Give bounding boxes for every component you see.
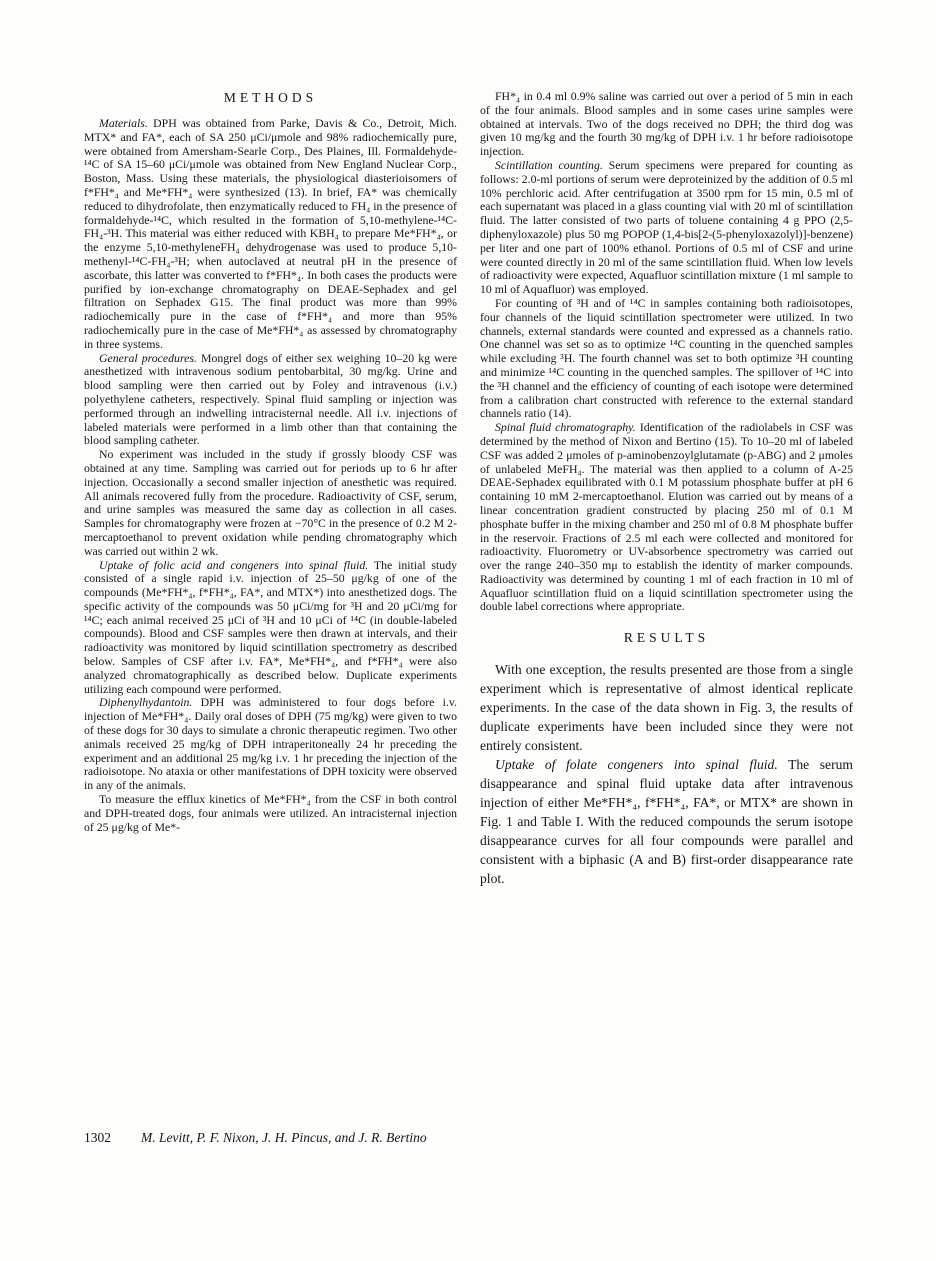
paragraph-lead: General procedures. xyxy=(99,350,197,365)
paragraph-results-intro xyxy=(480,660,853,755)
paragraph-text: With one exception, the results presented are those from a single experiment which is representative of almost identical replicate experiments. In the case of the data shown in Fig. 3, the results of duplicate experiments have been included since they were not entirely consistent. xyxy=(480,662,853,754)
paragraph-general-procedures xyxy=(84,352,457,449)
page-footer xyxy=(84,1130,852,1146)
paragraph-text: The serum disappearance and spinal fluid uptake data after intravenous injection of either Me*FH*₄, f*FH*₄, FA*, or MTX* are shown in Fig. 1 and Table I. With the reduced compounds the serum isotope disappearance curves for all four compounds were parallel and consistent with a biphasic (A and B) first-order disappearance rate plot. xyxy=(480,757,853,887)
paragraph-scintillation-counting xyxy=(480,159,853,297)
running-authors: M. Levitt, P. F. Nixon, J. H. Pincus, and J. R. Bertino xyxy=(141,1130,427,1145)
paragraph-continuation xyxy=(480,90,853,159)
methods-heading: METHODS xyxy=(223,90,318,105)
paragraph-diphenylhydantoin xyxy=(84,696,457,793)
paragraph-uptake-folate-congeners xyxy=(480,755,853,888)
paragraph-lead: Diphenylhydantoin. xyxy=(99,695,193,710)
paragraph-lead: Uptake of folic acid and congeners into spinal fluid. xyxy=(99,557,369,572)
paragraph-text: To measure the efflux kinetics of Me*FH*₄ from the CSF in both control and DPH-treated dogs, four animals were utilized. An intracisternal injection of 25 μg/kg of Me*- xyxy=(84,792,457,834)
paragraph-lead: Materials. xyxy=(99,116,148,130)
paragraph-dual-isotope-counting xyxy=(480,297,853,421)
paragraph-text: Identification of the radiolabels in CSF was determined by the method of Nixon and Bertino (15). To 10–20 ml of labeled CSF was added 2 μmoles of p-aminobenzoylglutamate (p-ABG) and 2 μmoles of unlabeled MeFH₄. The material was then applied to a column of A-25 DEAE-Sephadex equilibrated with 0.1 M potassium phosphate buffer at pH 6 containing 10 mM 2-mercaptoethanol. Elution was carried out by means of a linear concentration gradient constructed by placing 250 ml of 0.1 M phosphate buffer in the mixing chamber and 250 ml of 0.8 M phosphate buffer in the reservoir. Fractions of 2.5 ml each were collected and monitored for radioactivity. Fluorometry or UV-absorbence spectrometry was carried out over the range 240–350 mμ to establish the identity of marker compounds. Radioactivity was determined by counting 1 ml of each fraction in 10 ml of Aquafluor scintillation fluid on a liquid scintillation spectrometer using the double label corrections where appropriate. xyxy=(480,420,853,614)
paragraph-text: Serum specimens were prepared for counting as follows: 2.0-ml portions of serum were deproteinized by the addition of 0.5 ml 10% perchloric acid. After centrifugation at 3500 rpm for 15 min, 0.5 ml of each supernatant was placed in a glass counting vial with 20 ml of scintillation fluid. The latter consisted of two parts of toluene containing 4 g PPO (2,5-diphenyloxazole) plus 50 mg POPOP (1,4-bis[2-(5-phenyloxazolyl)]-benzene) per liter and one part of 100% ethanol. Portions of 0.5 ml of CSF and urine were counted directly in 20 ml of the same scintillation fluid. When low levels of radioactivity were expected, Aquafluor scintillation mixture (1 ml sample to 10 ml of Aquafluor) was employed. xyxy=(480,157,853,297)
paragraph-text: No experiment was included in the study if grossly bloody CSF was obtained at any time. Sampling was carried out for periods up to 6 hr after injection. Occasionally a second smaller injection of anesthetic was required. All animals recovered fully from the procedure. Radioactivity of CSF, serum, and urine samples was measured the same day as collection in all cases. Samples for chromatography were frozen at −70°C in the presence of 0.2 M 2-mercaptoethanol to prevent oxidation while pending chromatography which was carried out within 2 wk. xyxy=(84,447,457,558)
left-column xyxy=(84,90,457,888)
paragraph-text: DPH was administered to four dogs before i.v. injection of Me*FH*₄. Daily oral doses of DPH (75 mg/kg) were given to two of these dogs for 30 days to simulate a chronic therapeutic regimen. Two other animals received 25 mg/kg of DPH intraperitoneally 24 hr preceding the experiment and an additional 25 mg/kg i.v. 1 hr preceding the injection of the radioisotope. No ataxia or other manifestations of DPH toxicity were observed in any of the animals. xyxy=(84,695,457,793)
paragraph-uptake-folic-acid xyxy=(84,559,457,697)
paragraph-text: The initial study consisted of a single rapid i.v. injection of 25–50 μg/kg of one of the compounds (Me*FH*₄, f*FH*₄, FA*, and MTX*) into anesthetized dogs. The specific activity of the compounds was 50 μCi/mg for ³H and 20 μCi/mg for ¹⁴C; each animal received 25 μCi of ³H and 10 μCi of ¹⁴C (in double-labeled compounds). Blood and CSF samples were then drawn at intervals, and their radioactivity was monitored by liquid scintillation spectrometry as described below. Samples of CSF after i.v. FA*, Me*FH*₄, and f*FH*₄ were also analyzed chromatographically as described below. Duplicate experiments utilizing each compound were performed. xyxy=(84,557,457,696)
paragraph-lead: Uptake of folate congeners into spinal fluid. xyxy=(495,757,778,773)
paragraph-lead: Scintillation counting. xyxy=(495,157,603,172)
paragraph-text: FH*₄ in 0.4 ml 0.9% saline was carried out over a period of 5 min in each of the four animals. Blood samples and in some cases urine samples were obtained at intervals. Two of the dogs received no DPH; the third dog was given 10 mg/kg and the fourth 30 mg/kg of DPH i.v. 1 hr before radioisotope injection. xyxy=(480,89,853,159)
paragraph-lead: Spinal fluid chromatography. xyxy=(495,420,636,435)
paragraph-no-experiment xyxy=(84,448,457,558)
paragraph-text: DPH was obtained from Parke, Davis & Co., Detroit, Mich. MTX* and FA*, each of SA 250 μCi/μmole and 98% radiochemically pure, were obtained from Amersham-Searle Corp., Des Plaines, Ill. Formaldehyde-¹⁴C of SA 15–60 μCi/μmole was obtained from New England Nuclear Corp., Boston, Mass. Using these materials, the physiological diasterioisomers of f*FH*₄ and Me*FH*₄ were synthesized (13). In brief, FA* was chemically reduced to dihydrofolate, then enzymatically reduced to FH₄ in the presence of formaldehyde-¹⁴C, which resulted in the formation of 5,10-methylene-¹⁴C-FH₄-³H. This material was either reduced with KBH₄ to prepare Me*FH*₄, or the enzyme 5,10-methyleneFH₄ dehydrogenase was used to produce 5,10-methenyl-¹⁴C-FH₄-³H; when autoclaved at neutral pH in the presence of ascorbate, this latter was converted to f*FH*₄. In both cases the products were purified by ion-exchange chromatography on DEAE-Sephadex and gel filtration on Sephadex G15. The final product was more than 99% radiochemically pure in the case of f*FH*₄ and more than 95% radiochemically pure in the case of Me*FH*₄ as assessed by chromatography in three systems. xyxy=(84,116,457,351)
results-heading: RESULTS xyxy=(623,630,710,646)
right-column xyxy=(480,90,853,888)
paragraph-text: Mongrel dogs of either sex weighing 10–20 kg were anesthetized with intravenous sodium pentobarbital, 30 mg/kg. Urine and blood sampling were then carried out by Foley and intravenous (i.v.) polyethylene catheters, respectively. Spinal fluid sampling or injection was performed through an indwelling intracisternal needle. All i.v. injections of labeled materials were performed in a limb other than that containing the blood sampling catheter. xyxy=(84,350,457,448)
paragraph-text: For counting of ³H and of ¹⁴C in samples containing both radioisotopes, four channels of the liquid scintillation spectrometer were utilized. In two channels, external standards were counted and expressed as a channels ratio. One channel was set so as to optimize ¹⁴C counting in the quenched samples while excluding ³H. The fourth channel was set to both optimize ³H counting and minimize ¹⁴C counting in the quenched samples. The spillover of ¹⁴C into the ³H channel and the efficiency of counting of each isotope were determined from a calibration chart constructed with reference to the external standard channels ratio (14). xyxy=(480,295,853,421)
paragraph-spinal-fluid-chromatography xyxy=(480,421,853,614)
page-number: 1302 xyxy=(84,1130,111,1145)
two-column-layout xyxy=(84,90,852,888)
paragraph-efflux-kinetics xyxy=(84,793,457,834)
paragraph-materials xyxy=(84,117,457,352)
